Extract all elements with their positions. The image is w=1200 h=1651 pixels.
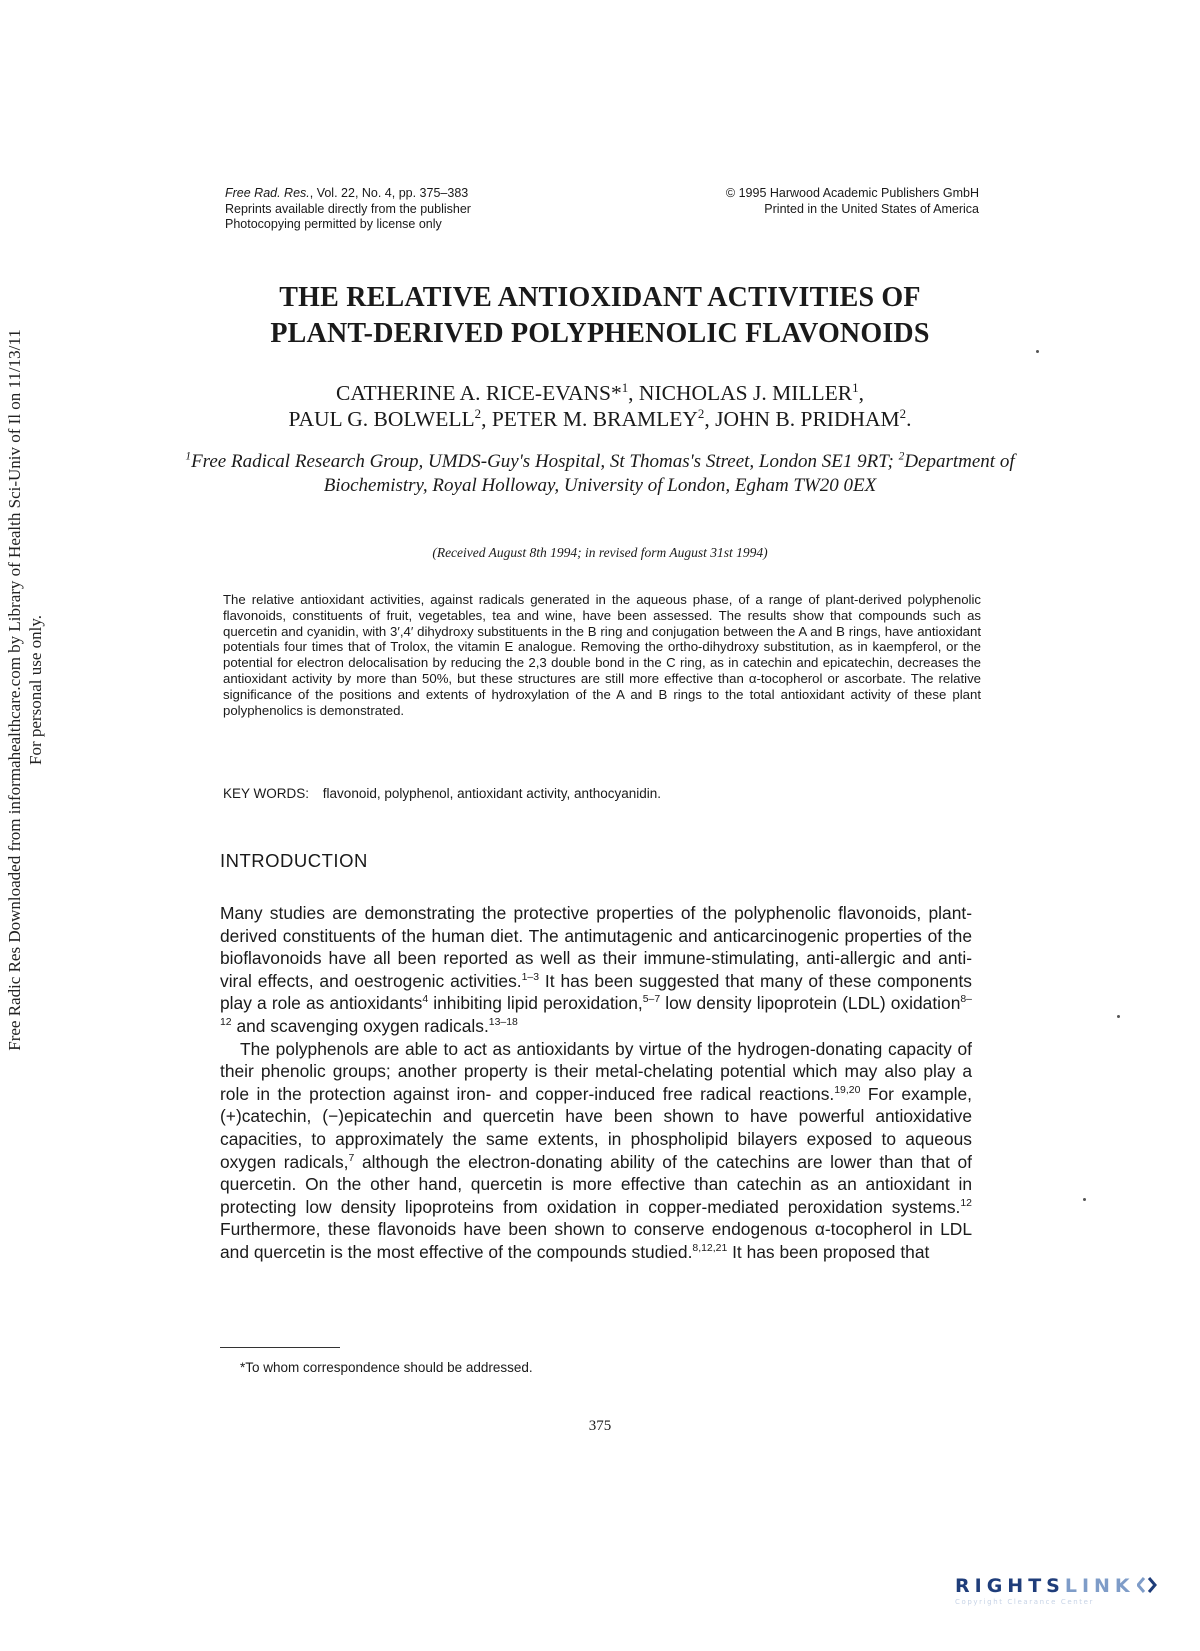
photocopy-note: Photocopying permitted by license only [225,217,442,231]
intro-paragraph-2: The polyphenols are able to act as antioxidants by virtue of the hydrogen-donating capacity of their phenolic groups; another property is their metal-chelating potential which may also play a role in the protection against iron- and copper-induced free radical reactions.$^{19,20}$ For example, (+)catechin, (−)epicatechin and quercetin have been shown to have powerful antioxidative capacities, to approximately the same extents, in phospholipid bilayers exposed to aqueous oxygen radicals,$^7$ although the electron-donating ability of the catechins are lower than that of quercetin. On the other hand, quercetin is more effective than catechin as an antioxidant in protecting low density lipoproteins from oxidation in copper-mediated peroxidation systems.$^{12}$ Furthermore, these flavonoids have been shown to conserve endogenous α-tocopherol in LDL and quercetin is the most effective of the compounds studied.$^{8,12,21}$ It has been proposed that [220,1038,972,1262]
citation-ref: 1–3 [521,971,540,983]
citation-ref: 8–12 [220,994,972,1029]
scan-speck [1036,350,1039,353]
journal-header-right [726,186,979,217]
author-list: CATHERINE A. RICE-EVANS*$^1$, NICHOLAS J. MILLER$^1$, PAUL G. BOLWELL$^2$, PETER M. BRAMLEY$^2$, JOHN B. PRIDHAM$^2$. [288,380,912,431]
page-number: 375 [588,1418,612,1434]
keywords-text: flavonoid, polyphenol, antioxidant activity, anthocyanidin. [322,786,662,801]
rightslink-link: LINK [1064,1575,1135,1597]
citation-ref: 5–7 [642,994,661,1006]
author-5: JOHN B. PRIDHAM [715,407,900,431]
abstract: The relative antioxidant activities, against radicals generated in the aqueous phase, of a range of plant-derived polyphenolic flavonoids, constituents of fruit, vegetables, tea and wine, have been assessed. The results show that compounds such as quercetin and cyanidin, with 3′,4′ dihydroxy substituents in the B ring and conjugation between the A and B rings, have antioxidant potentials four times that of Trolox, the vitamin E analogue. Removing the ortho-dihydroxy substitution, as in kaempferol, or the potential for electron delocalisation by reducing the 2,3 double bond in the C ring, as in catechin and epicatechin, decreases the antioxidant activity by more than 50%, but these structures are still more effective than α-tocopherol or ascorbate. The relative significance of the positions and extents of hydroxylation of the A and B rings to the total antioxidant activity of these plant polyphenolics is demonstrated. [223,592,981,718]
introduction-body [220,902,972,1264]
keywords [223,786,981,801]
correspondence-footnote: *To whom correspondence should be addressed. [240,1360,533,1375]
article-title [180,280,1020,352]
printed-line: Printed in the United States of America [764,201,979,216]
author-4: PETER M. BRAMLEY [491,407,698,431]
citation-ref: 13–18 [488,1017,518,1029]
section-heading-introduction: INTRODUCTION [220,850,368,871]
author-1: CATHERINE A. RICE-EVANS* [336,381,622,405]
citation-ref: 7 [348,1152,355,1164]
rightslink-tagline: Copyright Clearance Center [955,1598,1095,1606]
rightslink-chevron-icon [1137,1576,1157,1594]
affiliation-2: Department of Biochemistry, Royal Holloway, University of London, Egham TW20 0EX [323,451,1015,496]
scan-speck [1117,1015,1120,1018]
download-stamp [4,180,46,1200]
citation-ref: 8,12,21 [692,1243,728,1255]
journal-citation: , Vol. 22, No. 4, pp. 375–383 [309,186,469,200]
footnote-divider [220,1347,340,1348]
received-dates: (Received August 8th 1994; in revised form August 31st 1994) [432,545,768,560]
download-stamp-line2: For personal use only. [26,615,45,765]
title-line-1: THE RELATIVE ANTIOXIDANT ACTIVITIES OF [279,282,921,313]
intro-paragraph-1: Many studies are demonstrating the protective properties of the polyphenolic flavonoids, plant-derived constituents of the human diet. The antimutagenic and anticarcinogenic properties of the bioflavonoids have all been reported as well as their immune-stimulating, anti-allergic and anti-viral effects, and oestrogenic activities.$^{1-3}$ It has been suggested that many of these components play a role as antioxidants$^4$ inhibiting lipid peroxidation,$^{5-7}$ low density lipoprotein (LDL) oxidation$^{8-12}$ and scavenging oxygen radicals.$^{13-18}$ [220,903,972,1036]
copyright-line: © 1995 Harwood Academic Publishers GmbH [725,186,979,200]
rightslink-rights: RIGHTS [955,1575,1065,1597]
citation-ref: 4 [422,994,429,1006]
download-stamp-line1: Free Radic Res Downloaded from informahealthcare.com by Library of Health Sci-Univ of Il on 11/13/11 [5,329,24,1051]
reprints-note: Reprints available directly from the publisher [225,201,471,216]
journal-header-left [225,186,471,233]
scan-speck [1083,1198,1086,1201]
author-2: NICHOLAS J. MILLER [638,381,853,405]
rightslink-logo[interactable] [955,1575,1187,1606]
citation-ref: 12 [960,1197,972,1209]
affiliation-1: Free Radical Research Group, UMDS-Guy's Hospital, St Thomas's Street, London SE1 9RT; [191,451,899,472]
journal-name: Free Rad. Res. [225,186,310,200]
author-3: PAUL G. BOLWELL [288,407,475,431]
affiliations: $^1$Free Radical Research Group, UMDS-Guy's Hospital, St Thomas's Street, London SE1 9RT; $^2$Department of Biochemistry, Royal Holloway, University of London, Egham TW20 0EX [185,450,1015,496]
citation-ref: 19,20 [834,1084,861,1096]
title-line-2: PLANT-DERIVED POLYPHENOLIC FLAVONOIDS [270,318,930,349]
keywords-label: KEY WORDS: [223,786,310,801]
